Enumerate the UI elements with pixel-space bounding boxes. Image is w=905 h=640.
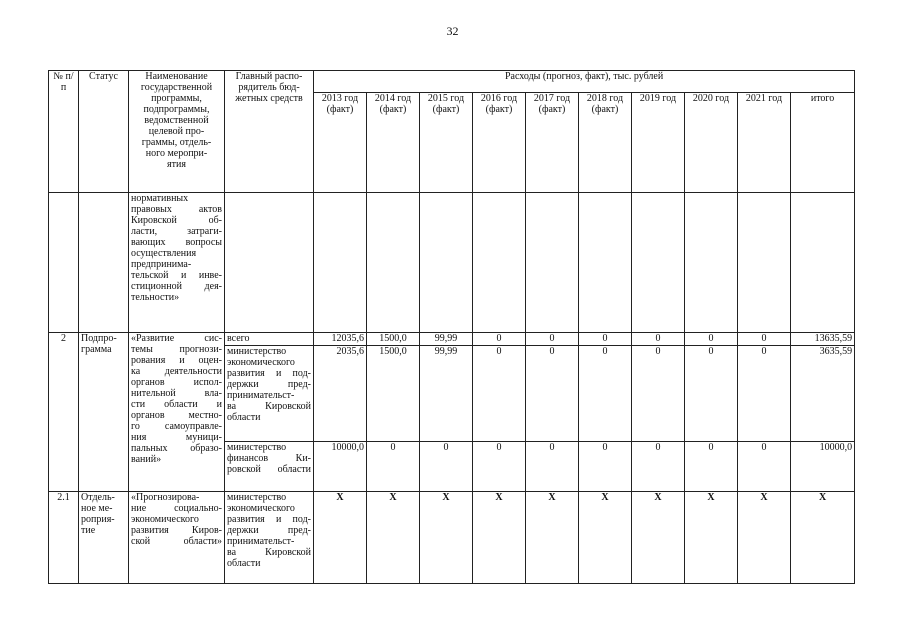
header-name-line: государственной	[140, 82, 213, 93]
header-year	[738, 93, 791, 193]
row-name-line: нительной вла-	[131, 388, 222, 399]
value-cell: 0	[579, 442, 632, 492]
cont-name-line: предпринима-	[131, 259, 192, 270]
value-cell: 99,99	[420, 333, 473, 346]
cont-name	[129, 193, 225, 333]
year-label: 2014 год	[374, 93, 412, 104]
header-name-line: ятия	[167, 159, 186, 170]
header-row	[49, 71, 855, 93]
row-admin-line: ва Кировской	[227, 401, 311, 412]
year-note: (факт)	[485, 104, 513, 115]
header-year	[791, 93, 855, 193]
row-status	[79, 333, 129, 492]
header-name	[129, 71, 225, 193]
row-name-line: ской области»	[131, 536, 222, 547]
value-cell: 0	[473, 333, 526, 346]
value-cell: 0	[526, 442, 579, 492]
year-label: итого	[810, 93, 835, 104]
value-cell: Х	[420, 492, 473, 584]
cont-value	[685, 193, 738, 333]
value-cell: 10000,0	[314, 442, 367, 492]
row-admin-line: экономического	[227, 503, 295, 514]
row-admin-line: принимательст-	[227, 390, 295, 401]
value-cell: 0	[685, 442, 738, 492]
value-cell: Х	[314, 492, 367, 584]
value-cell: 0	[526, 333, 579, 346]
cont-value	[420, 193, 473, 333]
year-note: (факт)	[591, 104, 619, 115]
value-cell: 0	[738, 346, 791, 442]
header-year	[473, 93, 526, 193]
value-cell: 0	[367, 442, 420, 492]
cont-name-line: вающих вопросы	[131, 237, 222, 248]
value-cell: 0	[579, 333, 632, 346]
value-cell: 0	[526, 346, 579, 442]
value-cell: 0	[579, 346, 632, 442]
measure-row	[49, 492, 855, 584]
row-name-line: экономического	[131, 514, 199, 525]
header-admin-line: Главный распо-	[235, 71, 303, 82]
year-label: 2018 год	[586, 93, 624, 104]
row-status-line: Отдель-	[81, 492, 115, 503]
row-admin	[225, 333, 314, 346]
value-cell: Х	[473, 492, 526, 584]
header-name-line: Наименование	[145, 71, 208, 82]
cont-num	[49, 193, 79, 333]
value-cell: 1500,0	[367, 346, 420, 442]
cont-value	[526, 193, 579, 333]
header-year	[579, 93, 632, 193]
value-cell: 1500,0	[367, 333, 420, 346]
header-year	[685, 93, 738, 193]
year-label: 2015 год	[427, 93, 465, 104]
header-expenses: Расходы (прогноз, факт), тыс. рублей	[314, 71, 855, 93]
row-status-line: Подпро-	[81, 333, 117, 344]
value-cell: 0	[685, 346, 738, 442]
value-cell: Х	[685, 492, 738, 584]
value-cell: Х	[791, 492, 855, 584]
row-admin-line: области	[227, 558, 261, 569]
row-status-line: роприя-	[81, 514, 115, 525]
year-note: (факт)	[326, 104, 354, 115]
value-cell: 0	[738, 442, 791, 492]
year-label: 2020 год	[692, 93, 730, 104]
header-year	[420, 93, 473, 193]
cont-value	[314, 193, 367, 333]
header-admin-line: рядитель бюд-	[238, 82, 300, 93]
header-year	[367, 93, 420, 193]
row-name-line: рования и оцен-	[131, 355, 222, 366]
value-cell: Х	[738, 492, 791, 584]
value-cell: 2035,6	[314, 346, 367, 442]
row-name-line: ка деятельности	[131, 366, 222, 377]
value-cell: 13635,59	[791, 333, 855, 346]
header-name-line: подпрограммы,	[143, 104, 210, 115]
row-name-line: «Развитие сис-	[131, 333, 222, 344]
row-status	[79, 492, 129, 584]
row-status-line: тие	[81, 525, 96, 536]
value-cell: 12035,6	[314, 333, 367, 346]
year-note: (факт)	[432, 104, 460, 115]
header-year	[632, 93, 685, 193]
page-number: 32	[446, 24, 459, 38]
row-name-line: пальных образо-	[131, 443, 222, 454]
cont-value	[791, 193, 855, 333]
row-admin-line: держки пред-	[227, 525, 311, 536]
row-admin-line: области	[227, 412, 261, 423]
cont-name-line: нормативных	[131, 193, 189, 204]
value-cell: Х	[632, 492, 685, 584]
subprogram-row	[49, 333, 855, 346]
cont-value	[632, 193, 685, 333]
row-admin-line: принимательст-	[227, 536, 295, 547]
row-name-line: го самоуправле-	[131, 421, 222, 432]
row-name	[129, 492, 225, 584]
value-cell: 0	[632, 442, 685, 492]
header-name-line: целевой про-	[148, 126, 205, 137]
year-note: (факт)	[538, 104, 566, 115]
row-admin-line: ва Кировской	[227, 547, 311, 558]
cont-admin	[225, 193, 314, 333]
row-admin	[225, 346, 314, 442]
header-year	[314, 93, 367, 193]
cont-status	[79, 193, 129, 333]
cont-name-line: правовых актов	[131, 204, 222, 215]
value-cell: 0	[473, 346, 526, 442]
row-num: 2.1	[49, 492, 79, 584]
cont-value	[473, 193, 526, 333]
year-label: 2017 год	[533, 93, 571, 104]
row-name-line: органов испол-	[131, 377, 222, 388]
row-status-line: грамма	[81, 344, 112, 355]
cont-value	[579, 193, 632, 333]
value-cell: 99,99	[420, 346, 473, 442]
row-name-line: ния муници-	[131, 432, 222, 443]
continuation-row	[49, 193, 855, 333]
row-name-line: сти области и	[131, 399, 222, 410]
header-name-line: ного меропри-	[145, 148, 208, 159]
value-cell: 0	[685, 333, 738, 346]
value-cell: Х	[526, 492, 579, 584]
row-admin-line: финансов Ки-	[227, 453, 311, 464]
row-name-line: ваний»	[131, 454, 162, 465]
value-cell: 0	[738, 333, 791, 346]
year-label: 2021 год	[745, 93, 783, 104]
year-label: 2016 год	[480, 93, 518, 104]
header-status: Статус	[79, 71, 129, 193]
value-cell: Х	[579, 492, 632, 584]
cont-name-line: тельности»	[131, 292, 180, 303]
row-admin	[225, 442, 314, 492]
row-admin-line: держки пред-	[227, 379, 311, 390]
row-admin-line: всего	[227, 333, 250, 344]
value-cell: Х	[367, 492, 420, 584]
header-admin-line: жетных средств	[235, 93, 303, 104]
header-year	[526, 93, 579, 193]
row-admin-line: министерство	[227, 492, 287, 503]
value-cell: 0	[632, 333, 685, 346]
year-label: 2013 год	[321, 93, 359, 104]
row-admin	[225, 492, 314, 584]
cont-name-line: Кировской об-	[131, 215, 222, 226]
cont-name-line: ласти, затраги-	[131, 226, 222, 237]
row-admin-line: развития и под-	[227, 514, 311, 525]
year-label: 2019 год	[639, 93, 677, 104]
row-name-line: ние социально-	[131, 503, 222, 514]
cont-value	[367, 193, 420, 333]
row-status-line: ное ме-	[81, 503, 113, 514]
year-note: (факт)	[379, 104, 407, 115]
value-cell: 0	[632, 346, 685, 442]
cont-value	[738, 193, 791, 333]
value-cell: 0	[420, 442, 473, 492]
row-name-line: «Прогнозирова-	[131, 492, 200, 503]
value-cell: 10000,0	[791, 442, 855, 492]
header-admin	[225, 71, 314, 193]
row-name	[129, 333, 225, 492]
row-admin-line: ровской области	[227, 464, 311, 475]
row-admin-line: экономического	[227, 357, 295, 368]
budget-table	[48, 70, 855, 584]
cont-name-line: осуществления	[131, 248, 197, 259]
header-name-line: граммы, отдель-	[141, 137, 212, 148]
row-name-line: органов местно-	[131, 410, 222, 421]
row-admin-line: министерство	[227, 442, 287, 453]
row-num: 2	[49, 333, 79, 492]
row-name-line: развития Киров-	[131, 525, 222, 536]
header-name-line: программы,	[151, 93, 202, 104]
row-admin-line: развития и под-	[227, 368, 311, 379]
value-cell: 3635,59	[791, 346, 855, 442]
row-name-line: темы прогнози-	[131, 344, 222, 355]
header-num: № п/п	[49, 71, 79, 193]
value-cell: 0	[473, 442, 526, 492]
row-admin-line: министерство	[227, 346, 287, 357]
header-name-line: ведомственной	[144, 115, 209, 126]
cont-name-line: тельской и инве-	[131, 270, 222, 281]
cont-name-line: стиционной дея-	[131, 281, 222, 292]
